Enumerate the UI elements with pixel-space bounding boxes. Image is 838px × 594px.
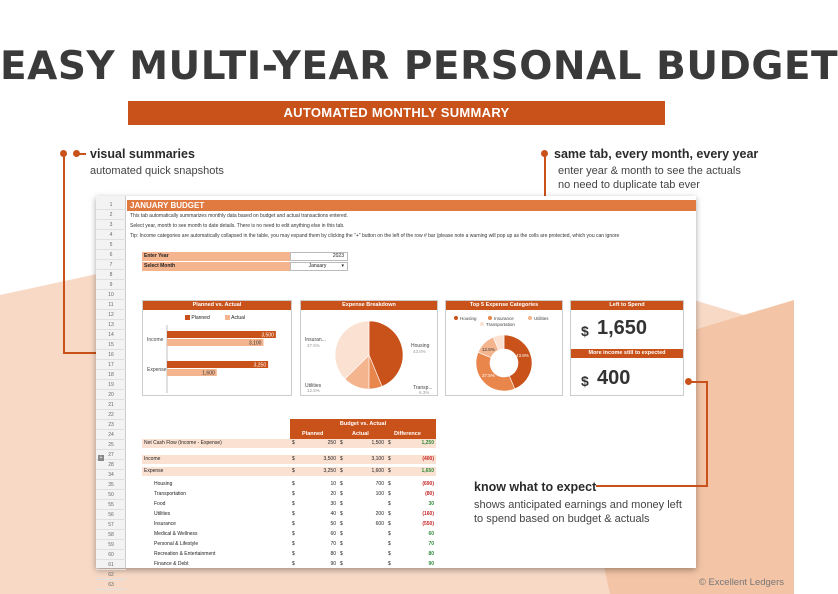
page-title: EASY MULTI-YEAR PERSONAL BUDGET — [0, 44, 838, 89]
row-number: 10 — [96, 290, 126, 300]
eb-pct: 6.3% — [419, 390, 430, 395]
currency-sign: $ — [388, 551, 391, 557]
col-planned: Planned — [302, 431, 324, 437]
actual-value: 100 — [375, 491, 384, 497]
difference-value: 90 — [428, 561, 434, 567]
currency-sign: $ — [388, 531, 391, 537]
row-number: 8 — [96, 270, 126, 280]
currency-sign: $ — [340, 481, 343, 487]
difference-value: (690) — [422, 481, 434, 487]
table-row — [142, 467, 436, 476]
row-number: 9 — [96, 280, 126, 290]
planned-value: 20 — [330, 491, 336, 497]
planned-vs-actual-title: Planned vs. Actual — [143, 301, 291, 310]
row-number: 59 — [96, 540, 126, 550]
difference-value: (550) — [422, 521, 434, 527]
callout-line-visual-down — [63, 153, 65, 353]
row-number: 4 — [96, 230, 126, 240]
table-row — [142, 480, 436, 489]
currency-sign: $ — [388, 481, 391, 487]
pva-row-label: Expense — [147, 367, 167, 373]
planned-value: 80 — [330, 551, 336, 557]
currency-sign: $ — [340, 541, 343, 547]
row-label: Housing — [154, 481, 173, 487]
row-label: Utilities — [154, 511, 171, 517]
planned-value: 10 — [330, 481, 336, 487]
more-income-title: More income still to expected — [571, 349, 683, 358]
legend-planned — [185, 315, 210, 321]
row-number: 57 — [96, 520, 126, 530]
legend-actual-swatch — [225, 315, 230, 320]
currency-sign: $ — [388, 468, 391, 474]
planned-value: 30 — [330, 501, 336, 507]
actual-value: 700 — [375, 481, 384, 487]
top5-panel — [445, 300, 563, 396]
table-row — [142, 550, 436, 559]
row-number: 14 — [96, 330, 126, 340]
table-row — [142, 439, 436, 448]
row-number: 24 — [96, 430, 126, 440]
row-number: 58 — [96, 530, 126, 540]
enter-year-label: Enter Year — [142, 252, 290, 261]
row-label: Net Cash Flow (Income - Expense) — [144, 440, 222, 446]
difference-value: 30 — [428, 501, 434, 507]
currency-sign: $ — [388, 501, 391, 507]
currency-sign: $ — [388, 561, 391, 567]
callout-expect-line2: to spend based on budget & actuals — [474, 513, 650, 525]
legend-actual — [225, 315, 245, 321]
currency-sign: $ — [340, 501, 343, 507]
callout-same-tab-title: same tab, every month, every year — [554, 147, 759, 161]
actual-value: 600 — [375, 521, 384, 527]
currency-sign: $ — [292, 541, 295, 547]
row-number: 62 — [96, 570, 126, 580]
top5-legend-swatch — [528, 316, 532, 320]
difference-value: (400) — [422, 456, 434, 462]
enter-year-input[interactable]: 2023 — [290, 252, 348, 261]
legend-actual-label: Actual — [231, 315, 246, 321]
top5-slice — [476, 352, 515, 391]
table-row — [142, 540, 436, 549]
difference-value: 70 — [428, 541, 434, 547]
row-label: Income — [144, 456, 161, 462]
actual-value: 1,600 — [371, 468, 384, 474]
currency-sign: $ — [292, 440, 295, 446]
row-number: 11 — [96, 300, 126, 310]
currency-sign: $ — [340, 456, 343, 462]
row-number: 28 — [96, 460, 126, 470]
difference-value: 1,650 — [421, 468, 434, 474]
row-number: 21 — [96, 400, 126, 410]
top5-legend-label: Insurance — [494, 315, 514, 321]
top5-legend-swatch — [480, 322, 484, 326]
top5-legend-label: Housing — [460, 315, 477, 321]
top5-title: Top 5 Expense Categories — [446, 301, 562, 310]
planned-value: 250 — [327, 440, 336, 446]
planned-vs-actual-chart — [143, 323, 291, 395]
callout-line-expect-right — [688, 381, 708, 383]
planned-value: 90 — [330, 561, 336, 567]
row-number: 27 — [96, 450, 126, 460]
planned-vs-actual-panel — [142, 300, 292, 396]
row-label: Insurance — [154, 521, 176, 527]
callout-line-expect-left — [596, 485, 708, 487]
sheet-heading: JANUARY BUDGET — [127, 200, 696, 211]
eb-pct: 43.8% — [413, 349, 426, 354]
row-number: 13 — [96, 320, 126, 330]
row-label: Food — [154, 501, 166, 507]
sheet-line-3: Select year, month to see month to date details. There is no need to edit anything else in this tab. — [130, 223, 345, 229]
row-number-bar — [96, 196, 126, 588]
callout-dot-visual-end — [60, 150, 67, 157]
currency-sign: $ — [292, 531, 295, 537]
left-to-spend-amount: 1,650 — [597, 317, 648, 339]
left-to-spend-panel — [570, 300, 684, 396]
pva-actual-label: 1,600 — [202, 370, 215, 377]
table-row — [142, 520, 436, 529]
expense-breakdown-title: Expense Breakdown — [301, 301, 437, 310]
top5-chart — [446, 311, 562, 395]
legend-planned-swatch — [185, 315, 190, 320]
currency-sign: $ — [292, 481, 295, 487]
eb-label: Utilities — [305, 383, 322, 389]
top5-legend-swatch — [454, 316, 458, 320]
currency-sign: $ — [388, 541, 391, 547]
currency-sign: $ — [292, 511, 295, 517]
expense-breakdown-chart — [301, 311, 437, 395]
expense-breakdown-panel — [300, 300, 438, 396]
legend-planned-label: Planned — [191, 315, 210, 321]
currency-sign: $ — [388, 456, 391, 462]
chevron-down-icon: ▾ — [341, 263, 344, 269]
row-number: 63 — [96, 580, 126, 590]
planned-value: 70 — [330, 541, 336, 547]
budget-table-header — [290, 429, 436, 439]
footer-copyright: © Excellent Ledgers — [698, 577, 784, 588]
row-number: 56 — [96, 510, 126, 520]
select-month-label: Select Month — [142, 262, 290, 271]
difference-value: 60 — [428, 531, 434, 537]
eb-pct: 37.5% — [307, 343, 320, 348]
currency-sign: $ — [340, 468, 343, 474]
row-number: 50 — [96, 490, 126, 500]
actual-value: 1,500 — [371, 440, 384, 446]
table-row — [142, 560, 436, 569]
currency-sign: $ — [388, 511, 391, 517]
callout-line-visual — [76, 153, 86, 155]
callout-visual-title: visual summaries — [90, 147, 195, 161]
eb-label: Insuran... — [305, 337, 326, 343]
table-row — [142, 500, 436, 509]
difference-value: (160) — [422, 511, 434, 517]
currency-sign: $ — [292, 501, 295, 507]
currency-sign: $ — [292, 561, 295, 567]
row-number: 22 — [96, 410, 126, 420]
planned-value: 3,250 — [323, 468, 336, 474]
select-month-dropdown[interactable] — [290, 262, 348, 271]
eb-pct: 12.5% — [307, 388, 320, 393]
top5-pct: 43.8% — [516, 353, 529, 358]
row-number: 16 — [96, 350, 126, 360]
top5-pct: 37.5% — [482, 373, 495, 378]
currency-sign: $ — [292, 521, 295, 527]
row-number: 25 — [96, 440, 126, 450]
row-number: 7 — [96, 260, 126, 270]
sheet-line-4: Tip: Income categories are automatically collapsed in the table, you may expand them by clicking the "+" button on the left of the row # bar (please note a warning will pop up as the cells are protected, which you can ignore — [130, 233, 620, 239]
row-number: 12 — [96, 310, 126, 320]
row-number: 60 — [96, 550, 126, 560]
planned-value: 3,500 — [323, 456, 336, 462]
pva-actual-label: 3,100 — [248, 340, 262, 347]
callout-same-tab-line2: no need to duplicate tab ever — [558, 179, 700, 191]
currency-sign: $ — [388, 440, 391, 446]
callout-expect-line1: shows anticipated earnings and money left — [474, 499, 682, 511]
row-number: 34 — [96, 470, 126, 480]
callout-expect-title: know what to expect — [474, 480, 597, 494]
currency-sign: $ — [340, 521, 343, 527]
top5-legend-swatch — [488, 316, 492, 320]
planned-value: 40 — [330, 511, 336, 517]
pva-row-label: Income — [147, 337, 164, 343]
pva-bar-planned — [167, 331, 276, 338]
left-to-spend-currency: $ — [581, 323, 589, 339]
row-label: Medical & Wellness — [154, 531, 198, 537]
top5-pct: 12.5% — [482, 347, 495, 352]
row-label: Personal & Lifestyle — [154, 541, 199, 547]
planned-value: 60 — [330, 531, 336, 537]
row-number: 17 — [96, 360, 126, 370]
callout-visual-text: automated quick snapshots — [90, 165, 224, 177]
top5-legend-label: Transportation — [486, 321, 515, 327]
currency-sign: $ — [292, 456, 295, 462]
eb-label: Housing — [411, 343, 430, 349]
actual-value: 3,100 — [371, 456, 384, 462]
top5-legend-label: Utilities — [534, 315, 549, 321]
row-number: 19 — [96, 380, 126, 390]
pva-planned-label: 3,250 — [253, 362, 267, 369]
table-row — [142, 455, 436, 464]
currency-sign: $ — [292, 491, 295, 497]
pva-planned-label: 3,500 — [261, 332, 274, 339]
row-number: 18 — [96, 370, 126, 380]
table-row — [142, 490, 436, 499]
row-number: 55 — [96, 500, 126, 510]
row-number: 5 — [96, 240, 126, 250]
left-to-spend-title: Left to Spend — [571, 301, 683, 310]
row-number: 15 — [96, 340, 126, 350]
col-actual: Actual — [352, 431, 369, 437]
subtitle-banner: AUTOMATED MONTHLY SUMMARY — [128, 101, 665, 125]
row-label: Transportation — [154, 491, 187, 497]
currency-sign: $ — [340, 551, 343, 557]
row-label: Finance & Debt — [154, 561, 189, 567]
row-number: 20 — [96, 390, 126, 400]
difference-value: 80 — [428, 551, 434, 557]
table-row — [142, 510, 436, 519]
row-label: Expense — [144, 468, 164, 474]
more-income-amount: 400 — [597, 367, 631, 389]
row-number: 23 — [96, 420, 126, 430]
row-number: 2 — [96, 210, 126, 220]
currency-sign: $ — [340, 511, 343, 517]
planned-value: 50 — [330, 521, 336, 527]
row-number: 61 — [96, 560, 126, 570]
eb-label: Transp... — [413, 385, 433, 391]
row-number: 3 — [96, 220, 126, 230]
currency-sign: $ — [340, 531, 343, 537]
currency-sign: $ — [292, 468, 295, 474]
currency-sign: $ — [340, 561, 343, 567]
row-number: 35 — [96, 480, 126, 490]
sheet-line-2: This tab automatically summarizes monthly data based on budget and actual transactions entered. — [130, 213, 348, 219]
callout-line-expect-down — [706, 381, 708, 487]
select-month-value: January — [308, 263, 327, 269]
row-number: 1 — [96, 200, 126, 210]
currency-sign: $ — [292, 551, 295, 557]
expand-plus-button[interactable]: + — [99, 455, 103, 461]
difference-value: (80) — [425, 491, 434, 497]
currency-sign: $ — [340, 440, 343, 446]
currency-sign: $ — [388, 521, 391, 527]
actual-value: 200 — [375, 511, 384, 517]
callout-same-tab-line1: enter year & month to see the actuals — [558, 165, 741, 177]
row-number: 6 — [96, 250, 126, 260]
difference-value: 1,250 — [421, 440, 434, 446]
table-row — [142, 530, 436, 539]
col-difference: Difference — [394, 431, 421, 437]
more-income-currency: $ — [581, 373, 589, 389]
currency-sign: $ — [388, 491, 391, 497]
row-label: Recreation & Entertainment — [154, 551, 216, 557]
currency-sign: $ — [340, 491, 343, 497]
budget-table-title: Budget vs. Actual — [290, 419, 436, 429]
